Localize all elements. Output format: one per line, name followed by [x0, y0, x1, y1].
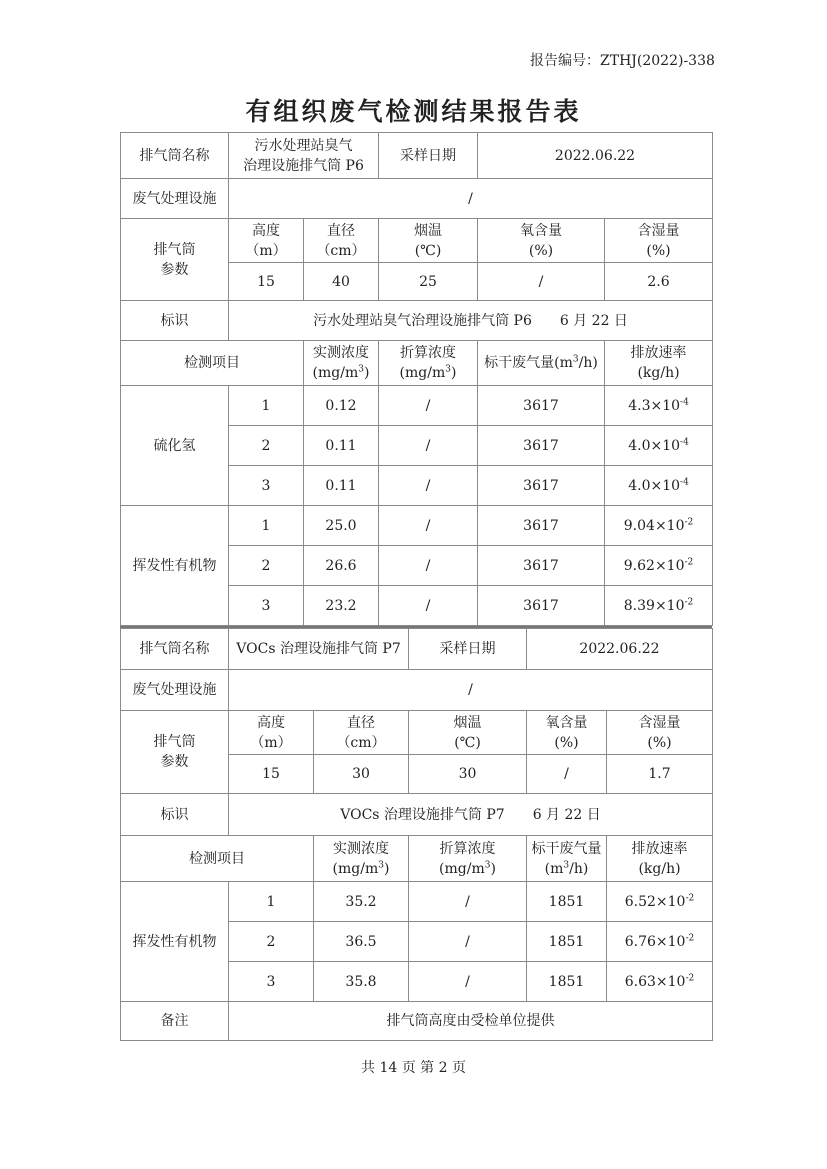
emission-rate-exponent: -4 — [680, 476, 689, 487]
converted-conc: / — [379, 546, 478, 586]
stack-params-line2: 参数 — [160, 261, 189, 278]
emission-rate-base: 8.39×10 — [623, 597, 685, 614]
moisture-value: 2.6 — [605, 263, 713, 301]
diameter-header-l1: 直径 — [327, 222, 355, 239]
measured-conc: 23.2 — [304, 586, 379, 626]
temp-header-l1: 烟温 — [414, 222, 442, 239]
measured-header-unit: $(mg/m^3)$ — [312, 364, 370, 381]
sample-no: 3 — [229, 586, 304, 626]
emission-rate-base: 4.0×10 — [628, 437, 681, 454]
section2-table — [120, 628, 713, 1041]
stack-name-line1: 污水处理站臭气 — [254, 137, 353, 154]
temp-header — [379, 219, 478, 263]
emission-rate — [605, 586, 713, 626]
sampling-date-label: 采样日期 — [409, 629, 527, 670]
std-flow: 1851 — [527, 922, 607, 962]
stack-params-line1: 排气筒 — [153, 241, 196, 258]
measured-conc: 26.6 — [304, 546, 379, 586]
pollutant-name: 挥发性有机物 — [121, 506, 229, 626]
item-header: 检测项目 — [121, 836, 314, 882]
measured-conc: 0.11 — [304, 466, 379, 506]
sample-no: 2 — [229, 426, 304, 466]
conc-unit: mg/m — [318, 365, 359, 381]
emission-rate-exponent: -2 — [684, 596, 694, 607]
table-row — [121, 882, 713, 922]
std-flow: 3617 — [478, 546, 605, 586]
stack-name-value — [229, 133, 379, 179]
marker-value: VOCs 治理设施排气筒 P7 6 月 22 日 — [229, 794, 713, 836]
converted-conc: / — [379, 466, 478, 506]
measured-conc: 35.8 — [314, 962, 409, 1002]
conc-unit: mg/m — [405, 365, 446, 381]
converted-conc: / — [409, 922, 527, 962]
std-flow: 3617 — [478, 426, 605, 466]
rate-header-l2: (kg/h) — [637, 365, 680, 381]
flow-unit-tail: /h — [569, 860, 583, 877]
emission-rate-exponent: -2 — [684, 556, 694, 567]
diameter-header-l1: 直径 — [347, 714, 375, 731]
sample-no: 2 — [229, 922, 314, 962]
rate-header — [607, 836, 713, 882]
diameter-header — [314, 711, 409, 755]
facility-label: 废气处理设施 — [121, 670, 229, 711]
emission-rate — [607, 922, 713, 962]
measured-header-l1: 实测浓度 — [313, 345, 369, 361]
table-row — [121, 506, 713, 546]
emission-rate-exponent: -4 — [680, 396, 689, 407]
height-header-l1: 高度 — [257, 714, 285, 731]
temp-header-l2: (℃) — [454, 734, 481, 751]
moisture-header-l1: 含湿量 — [638, 714, 681, 731]
height-value: 15 — [229, 755, 314, 794]
height-header — [229, 711, 314, 755]
emission-rate — [607, 962, 713, 1002]
height-header-l2: （m） — [245, 242, 287, 259]
emission-rate-exponent: -2 — [684, 516, 694, 527]
oxygen-value: / — [478, 263, 605, 301]
stack-name-label: 排气筒名称 — [121, 629, 229, 670]
facility-label: 废气处理设施 — [121, 179, 229, 219]
sampling-date-value: 2022.06.22 — [478, 133, 713, 179]
measured-header — [314, 836, 409, 882]
sample-no: 1 — [229, 386, 304, 426]
oxygen-header — [527, 711, 607, 755]
measured-header-unit: $(mg/m^3)$ — [332, 859, 390, 877]
stack-name-line2: 治理设施排气筒 P6 — [243, 157, 364, 174]
emission-rate — [605, 546, 713, 586]
flow-header: 标干废气量$(m^3/h)$ — [478, 341, 605, 386]
measured-conc: 0.12 — [304, 386, 379, 426]
std-flow: 3617 — [478, 386, 605, 426]
flow-header-text: 标干废气量 — [531, 840, 602, 857]
measured-header-l1: 实测浓度 — [333, 840, 389, 857]
moisture-header-l2: (%) — [646, 242, 671, 259]
emission-rate-base: 9.04×10 — [623, 517, 685, 534]
temp-header-l2: (℃) — [414, 242, 442, 259]
page-footer: 共 14 页 第 2 页 — [361, 1060, 466, 1076]
emission-rate-base: 9.62×10 — [623, 557, 685, 574]
std-flow: 1851 — [527, 882, 607, 922]
std-flow: 1851 — [527, 962, 607, 1002]
emission-rate-base: 6.76×10 — [624, 933, 686, 950]
oxygen-header-l1: 氧含量 — [545, 714, 588, 731]
emission-rate-base: 4.0×10 — [628, 477, 681, 494]
pollutant-name: 硫化氢 — [121, 386, 229, 506]
height-value: 15 — [229, 263, 304, 301]
std-flow: 3617 — [478, 466, 605, 506]
measured-conc: 36.5 — [314, 922, 409, 962]
moisture-header-l1: 含湿量 — [637, 222, 680, 239]
moisture-header — [605, 219, 713, 263]
sample-no: 2 — [229, 546, 304, 586]
remark-label: 备注 — [121, 1002, 229, 1041]
flow-unit-tail: /h — [578, 355, 593, 371]
stack-params-line1: 排气筒 — [153, 734, 196, 750]
converted-conc: / — [379, 506, 478, 546]
moisture-header-l2: (%) — [647, 734, 672, 751]
stack-params-label — [121, 219, 229, 301]
marker-label: 标识 — [121, 794, 229, 836]
height-header — [229, 219, 304, 263]
stack-name-label: 排气筒名称 — [121, 133, 229, 179]
rate-header-l1: 排放速率 — [630, 345, 687, 361]
diameter-header-l2: （cm） — [316, 242, 366, 259]
diameter-header-l2: （cm） — [336, 734, 386, 751]
emission-rate-exponent: -2 — [685, 932, 695, 943]
pollutant-name: 挥发性有机物 — [121, 882, 229, 1002]
temp-header — [409, 711, 527, 755]
section1-table — [120, 132, 713, 626]
temp-header-l1: 烟温 — [453, 714, 482, 731]
converted-header-l1: 折算浓度 — [400, 345, 456, 361]
flow-unit: m — [559, 355, 573, 371]
marker-value: 污水处理站臭气治理设施排气筒 P6 6 月 22 日 — [229, 301, 713, 341]
emission-rate-exponent: -4 — [680, 436, 689, 447]
diameter-value: 40 — [304, 263, 379, 301]
emission-rate — [607, 882, 713, 922]
sample-no: 3 — [229, 962, 314, 1002]
facility-value: / — [229, 670, 713, 711]
moisture-header — [607, 711, 713, 755]
converted-conc: / — [409, 882, 527, 922]
oxygen-header-l2: (%) — [528, 242, 554, 259]
sample-no: 1 — [229, 882, 314, 922]
emission-rate-base: 4.3×10 — [628, 397, 681, 414]
conc-unit: mg/m — [338, 860, 379, 877]
marker-label: 标识 — [121, 301, 229, 341]
report-number: 报告编号：ZTHJ(2022)-338 — [530, 53, 715, 69]
converted-header — [379, 341, 478, 386]
page-title: 有组织废气检测结果报告表 — [245, 97, 582, 126]
facility-value: / — [229, 179, 713, 219]
std-flow: 3617 — [478, 586, 605, 626]
emission-rate-exponent: -2 — [685, 892, 695, 903]
emission-rate-base: 6.63×10 — [624, 973, 686, 990]
measured-conc: 35.2 — [314, 882, 409, 922]
diameter-value: 30 — [314, 755, 409, 794]
height-header-l2: （m） — [250, 734, 292, 751]
stack-params-line2: 参数 — [160, 754, 189, 770]
temp-value: 25 — [379, 263, 478, 301]
oxygen-header — [478, 219, 605, 263]
oxygen-header-l1: 氧含量 — [520, 222, 562, 239]
moisture-value: 1.7 — [607, 755, 713, 794]
sampling-date-value: 2022.06.22 — [527, 629, 713, 670]
rate-header-l1: 排放速率 — [631, 840, 688, 857]
conc-unit: mg/m — [444, 860, 485, 877]
emission-rate — [605, 426, 713, 466]
emission-rate — [605, 466, 713, 506]
item-header: 检测项目 — [121, 341, 304, 386]
measured-conc: 25.0 — [304, 506, 379, 546]
converted-header-l1: 折算浓度 — [439, 840, 496, 857]
rate-header — [605, 341, 713, 386]
oxygen-value: / — [527, 755, 607, 794]
flow-header-unit: $(m^3/h)$ — [544, 859, 589, 877]
sampling-date-label: 采样日期 — [379, 133, 478, 179]
flow-unit: m — [550, 860, 564, 877]
converted-header-unit: $(mg/m^3)$ — [399, 364, 457, 381]
stack-name-value: VOCs 治理设施排气筒 P7 — [229, 629, 409, 670]
emission-rate — [605, 506, 713, 546]
sample-no: 1 — [229, 506, 304, 546]
table-row — [121, 386, 713, 426]
converted-conc: / — [379, 386, 478, 426]
height-header-l1: 高度 — [252, 222, 280, 239]
measured-header — [304, 341, 379, 386]
flow-header-text: 标干废气量 — [484, 355, 555, 371]
converted-header — [409, 836, 527, 882]
converted-conc: / — [379, 426, 478, 466]
temp-value: 30 — [409, 755, 527, 794]
emission-rate-exponent: -2 — [685, 972, 695, 983]
sample-no: 3 — [229, 466, 304, 506]
remark-value: 排气筒高度由受检单位提供 — [229, 1002, 713, 1041]
std-flow: 3617 — [478, 506, 605, 546]
measured-conc: 0.11 — [304, 426, 379, 466]
converted-conc: / — [379, 586, 478, 626]
converted-header-unit: $(mg/m^3)$ — [439, 859, 496, 877]
diameter-header — [304, 219, 379, 263]
converted-conc: / — [409, 962, 527, 1002]
stack-params-label — [121, 711, 229, 794]
oxygen-header-l2: (%) — [554, 734, 579, 751]
emission-rate — [605, 386, 713, 426]
rate-header-l2: (kg/h) — [638, 860, 681, 877]
flow-header — [527, 836, 607, 882]
emission-rate-base: 6.52×10 — [624, 893, 686, 910]
